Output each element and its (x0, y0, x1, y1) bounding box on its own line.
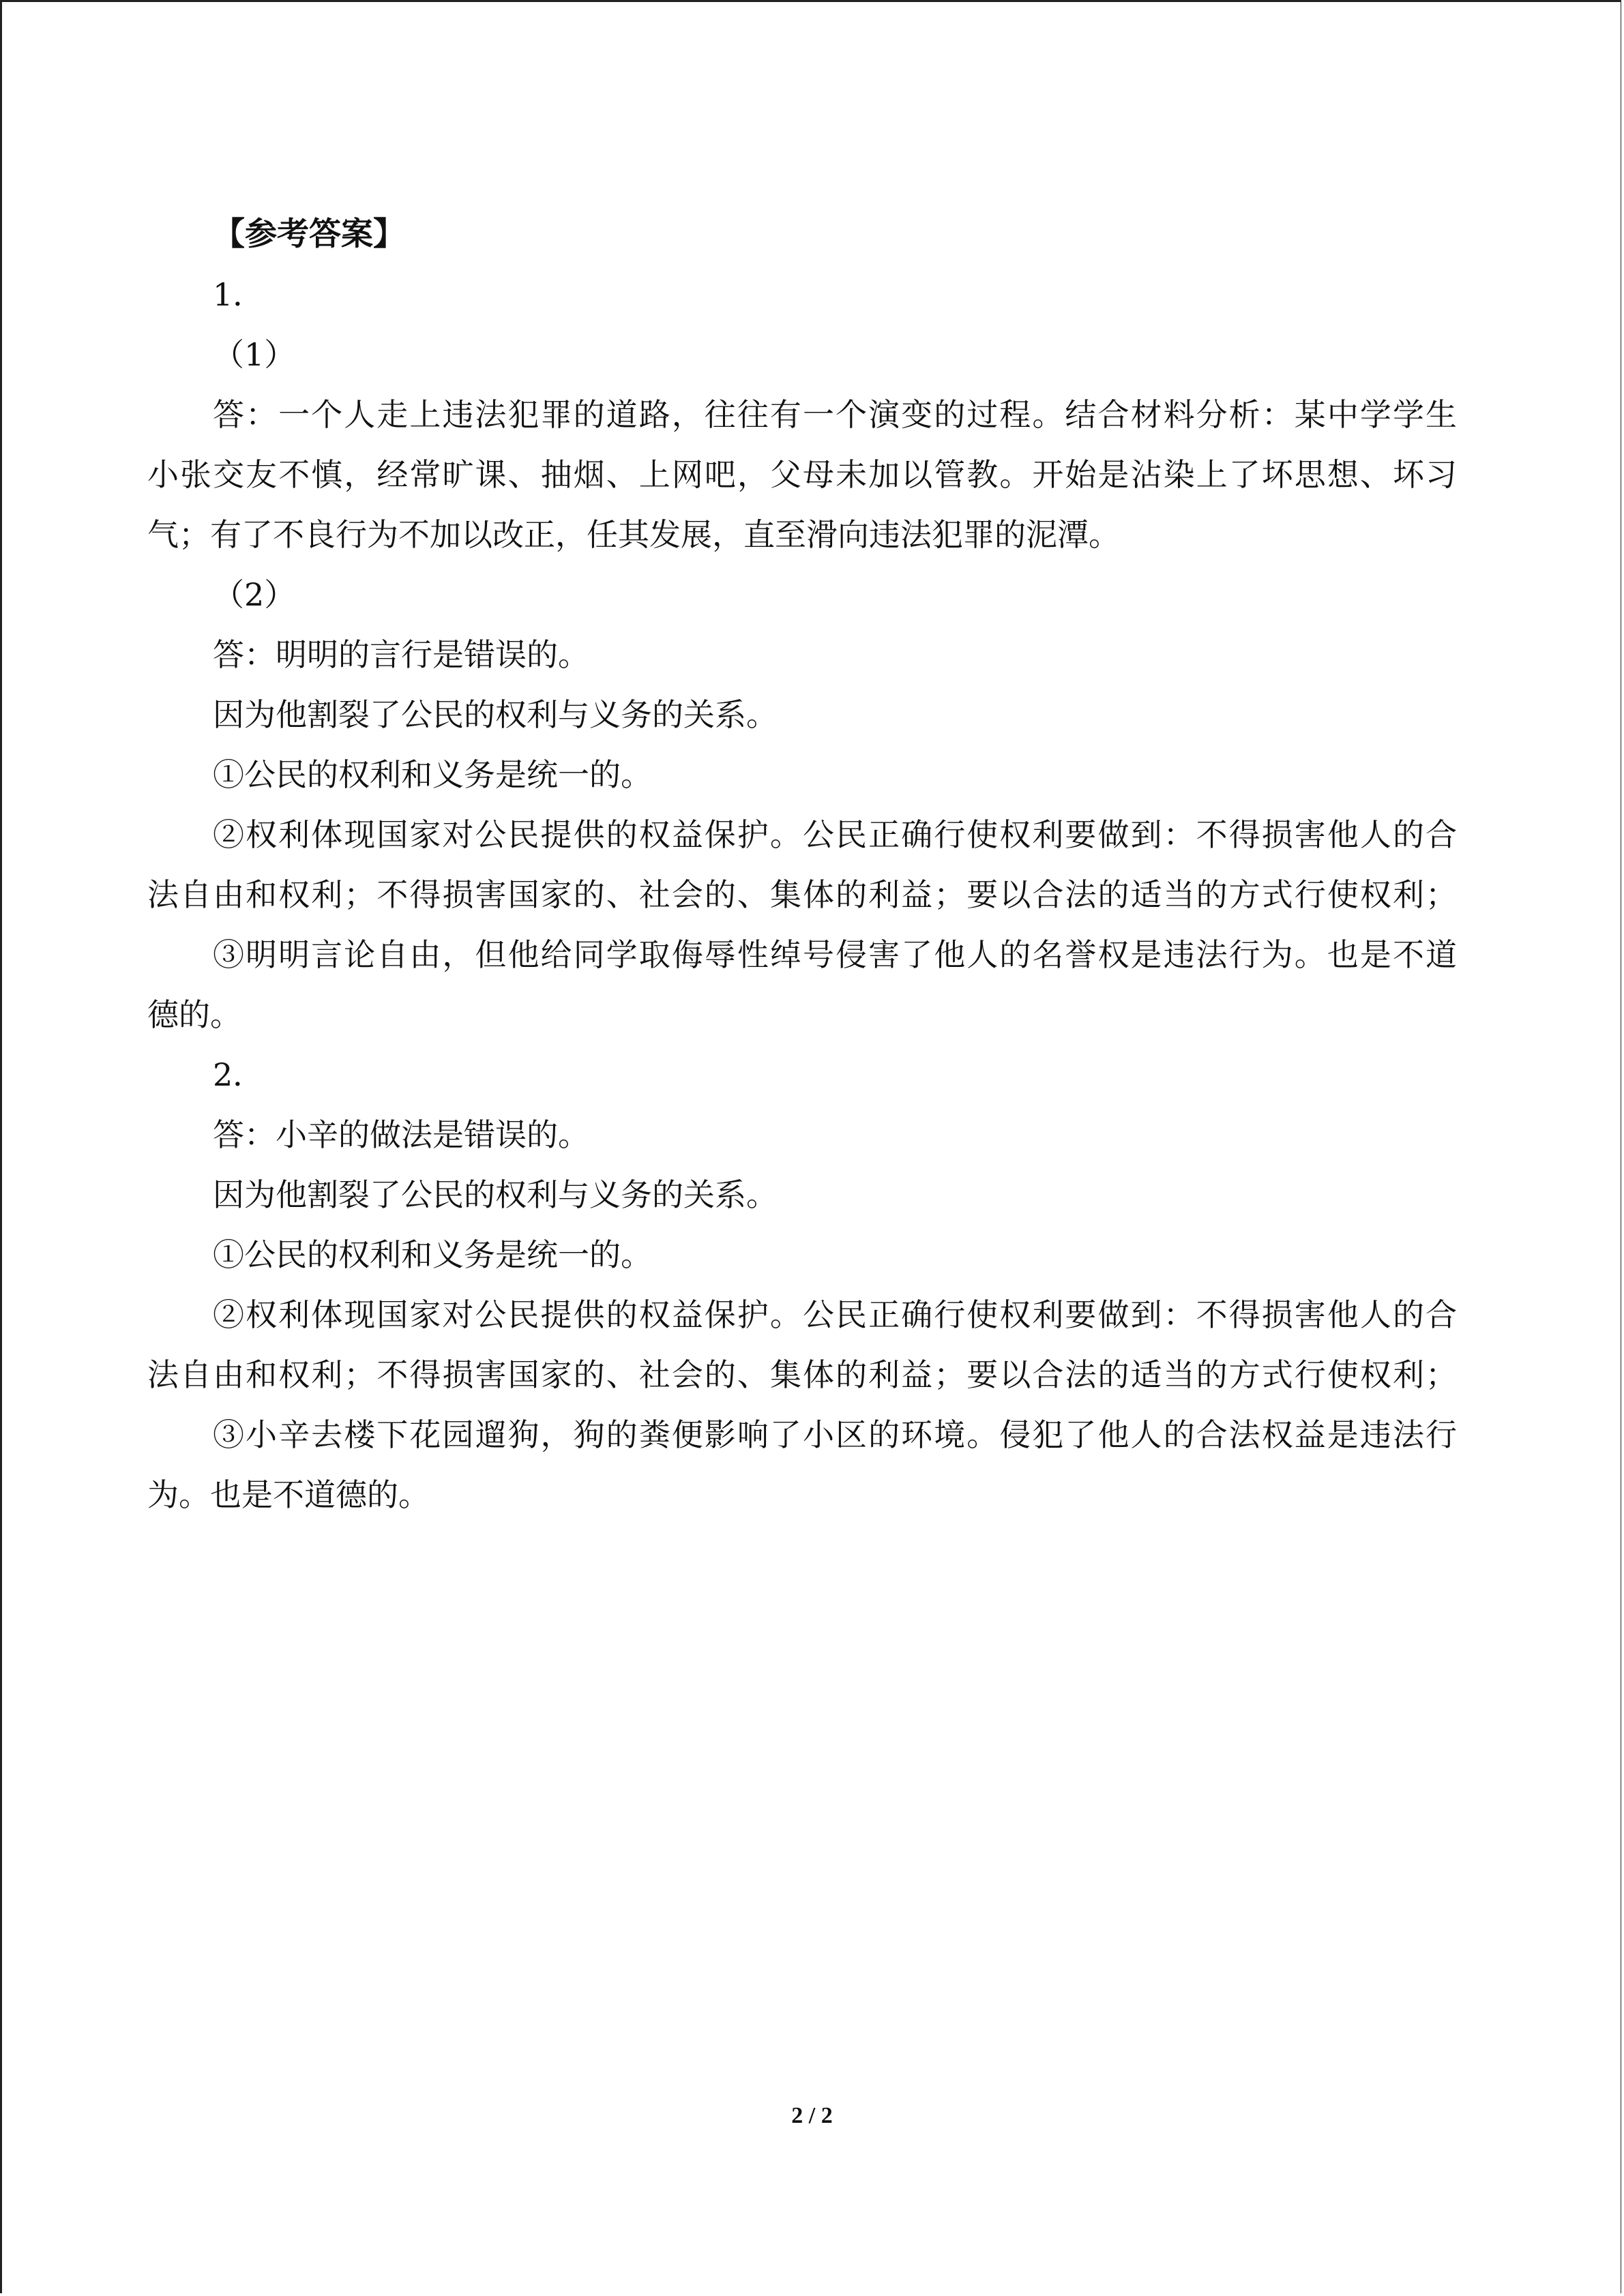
answer-line: 气；有了不良行为不加以改正，任其发展，直至滑向违法犯罪的泥潭。 (147, 516, 1120, 553)
answer-line: 法自由和权利；不得损害国家的、社会的、集体的利益；要以合法的适当的方式行使权利； (147, 1356, 1457, 1393)
answer-section (147, 205, 1457, 1525)
page-number: 2 / 2 (791, 2103, 833, 2128)
section-heading: 【参考答案】 (213, 215, 405, 253)
answer-line: ③明明言论自由，但他给同学取侮辱性绰号侵害了他人的名誉权是违法行为。也是不道 (213, 936, 1457, 973)
answer-line: 法自由和权利；不得损害国家的、社会的、集体的利益；要以合法的适当的方式行使权利； (147, 876, 1457, 913)
answer-line: ①公民的权利和义务是统一的。 (213, 756, 652, 793)
answer-line: 答：明明的言行是错误的。 (213, 636, 589, 673)
answer-line: 答：一个人走上违法犯罪的道路，往往有一个演变的过程。结合材料分析：某中学学生 (213, 396, 1457, 433)
sub-question-number: （1） (213, 336, 296, 373)
answer-line: 答：小辛的做法是错误的。 (213, 1116, 589, 1153)
answer-line: 因为他割裂了公民的权利与义务的关系。 (213, 696, 778, 733)
sub-question-number: （2） (213, 576, 296, 613)
answer-line: 德的。 (147, 996, 241, 1033)
answer-line: 小张交友不慎，经常旷课、抽烟、上网吧，父母未加以管教。开始是沾染上了坏思想、坏习 (147, 456, 1457, 493)
question-number: 1． (213, 276, 265, 313)
answer-line: ②权利体现国家对公民提供的权益保护。公民正确行使权利要做到：不得损害他人的合 (213, 816, 1457, 853)
answer-line: 为。也是不道德的。 (147, 1476, 430, 1513)
answer-line: ①公民的权利和义务是统一的。 (213, 1236, 652, 1273)
answer-line: ③小辛去楼下花园遛狗，狗的粪便影响了小区的环境。侵犯了他人的合法权益是违法行 (213, 1416, 1457, 1453)
answer-line: ②权利体现国家对公民提供的权益保护。公民正确行使权利要做到：不得损害他人的合 (213, 1296, 1457, 1333)
answer-line: 因为他割裂了公民的权利与义务的关系。 (213, 1176, 778, 1213)
question-number: 2． (213, 1056, 265, 1093)
